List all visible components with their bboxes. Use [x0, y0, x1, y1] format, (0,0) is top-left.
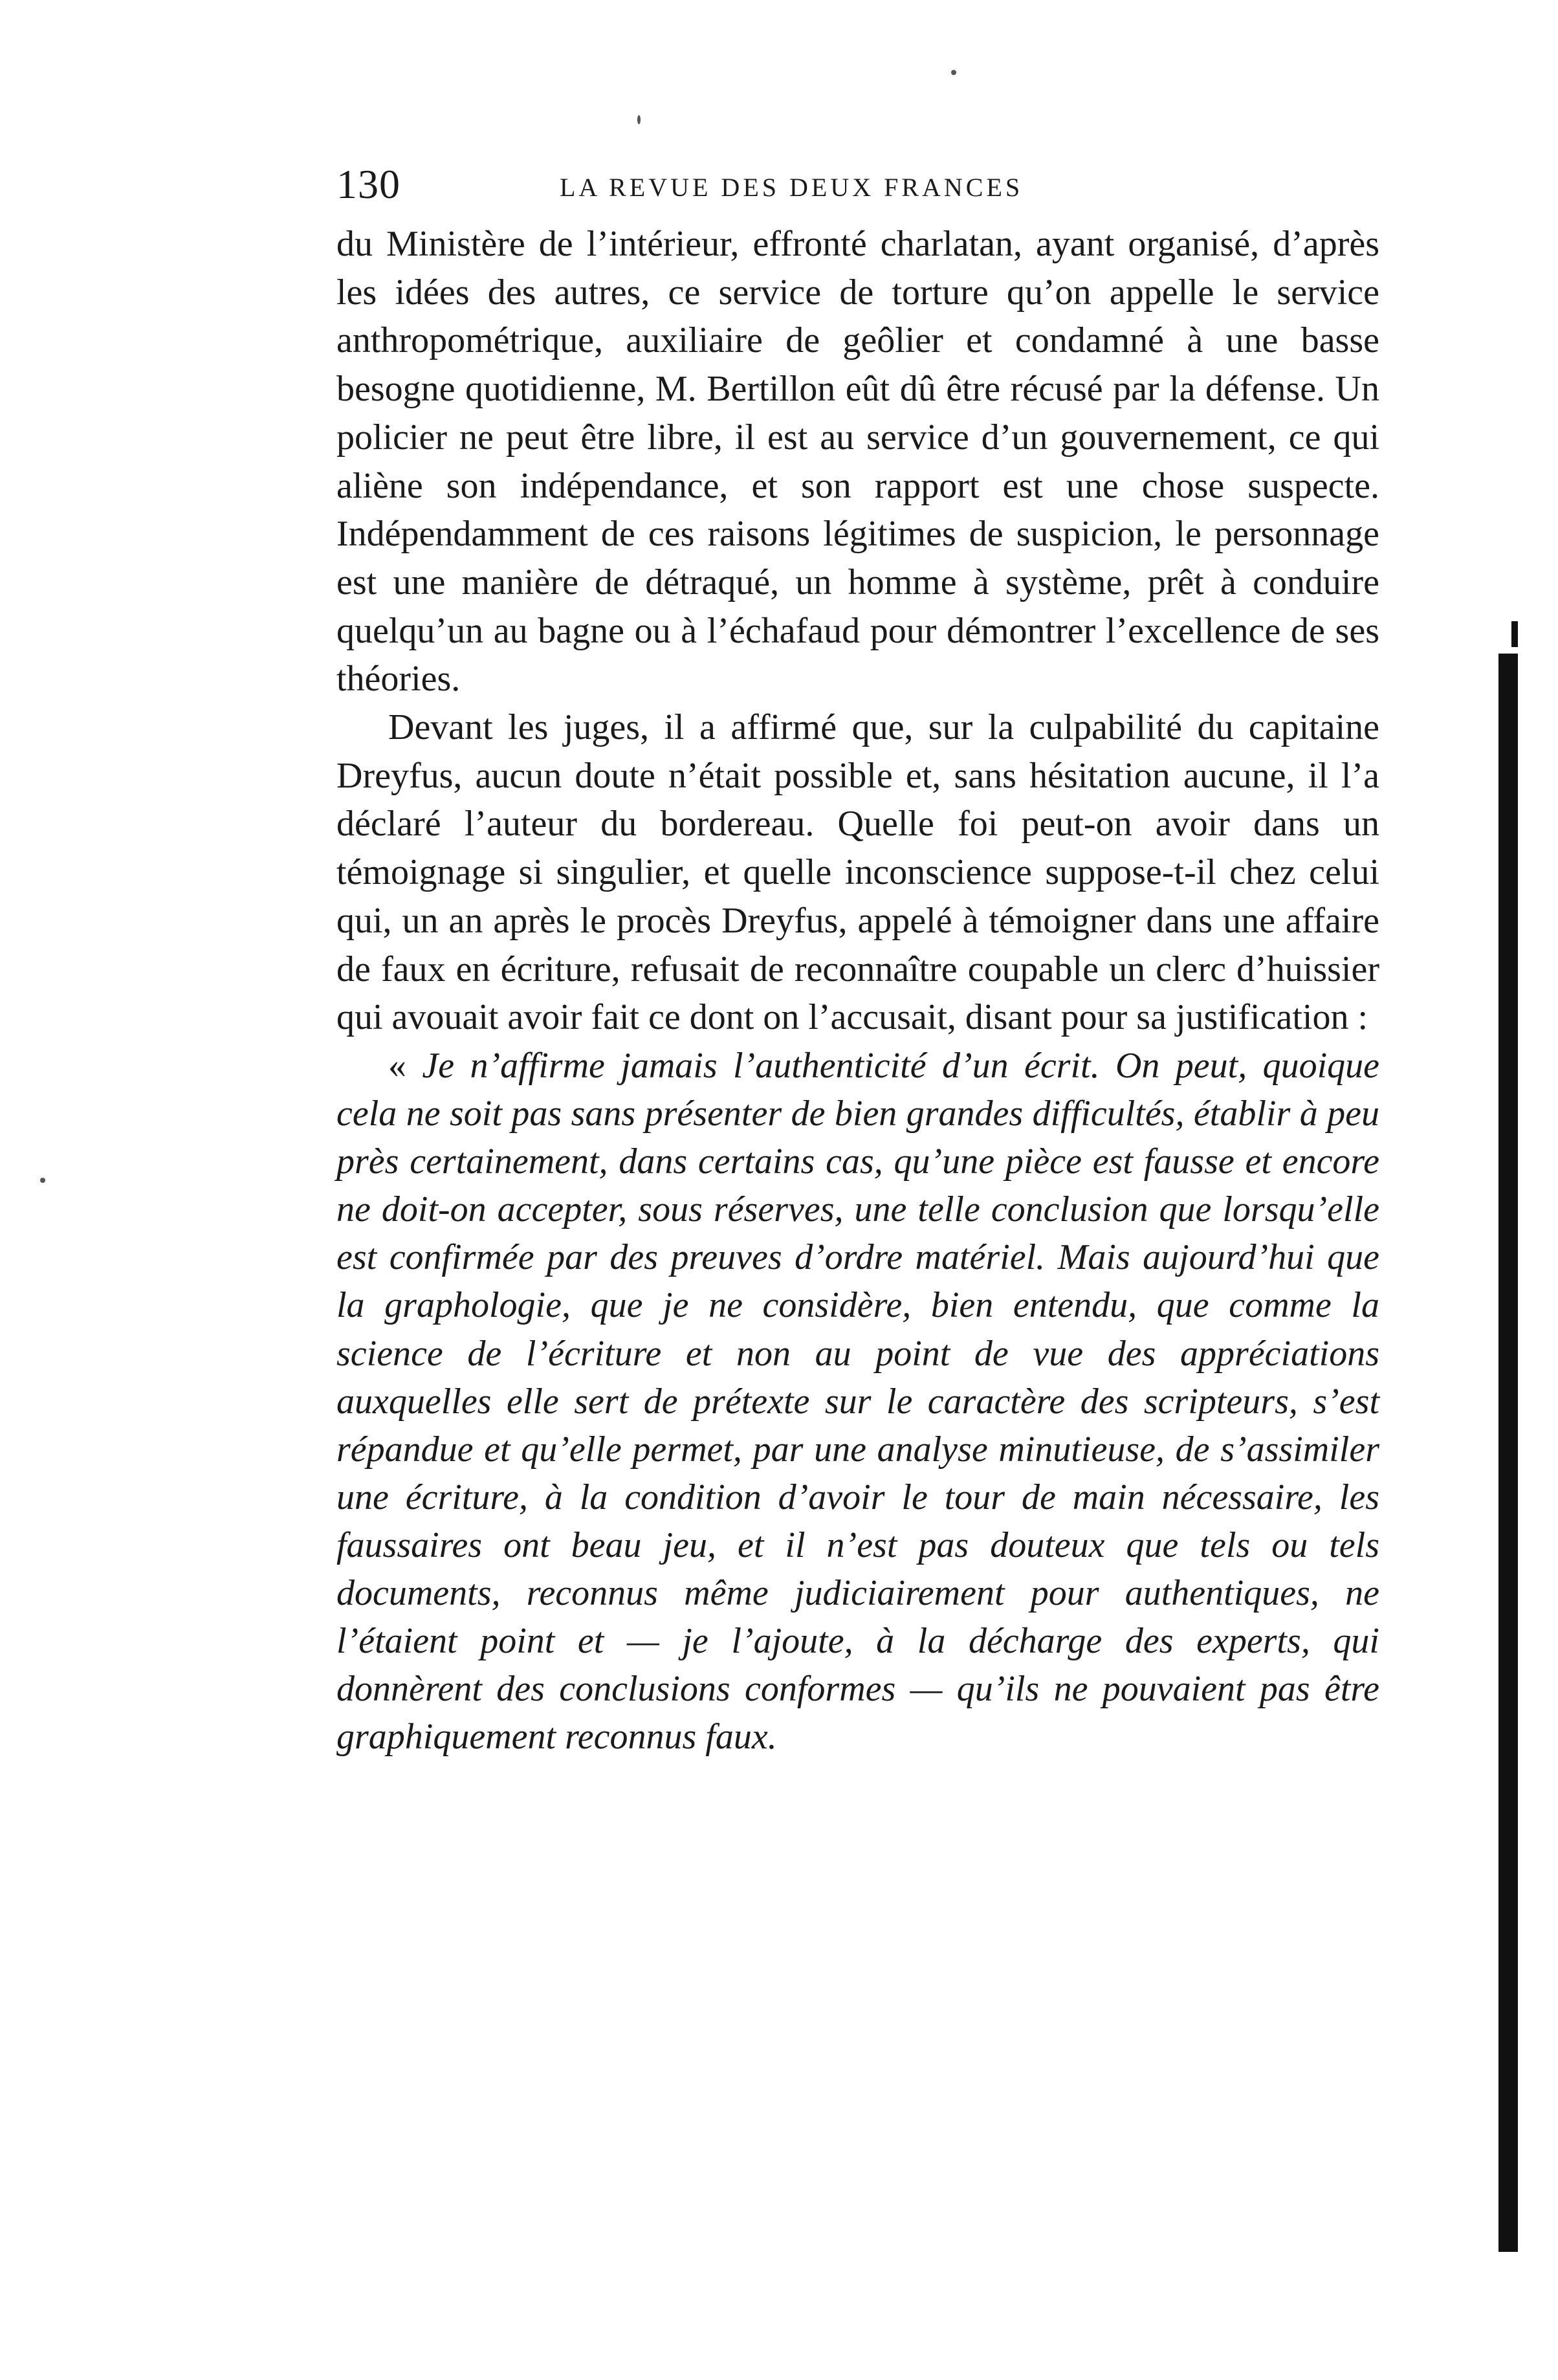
scan-edge-shadow: [1498, 654, 1518, 2252]
running-title: LA REVUE DES DEUX FRANCES: [560, 173, 1024, 202]
quote-text: Je n’affirme jamais l’authenticité d’un écrit. On peut, quoique cela ne soit pas sans présenter de bien grandes difficultés, établir à peu près certainement, dans certains cas, qu’une pièce est fausse et encore ne doit-on accepter, sous réserves, une telle conclusion que lorsqu’elle est confirmée par des preuves d’ordre matériel. Mais aujourd’hui que la graphologie, que je ne considère, bien entendu, que comme la science de l’écriture et non au point de vue des appréciations auxquelles elle sert de prétexte sur le caractère des scripteurs, s’est répandue et qu’elle permet, par une analyse minutieuse, de s’assimiler une écriture, à la condition d’avoir le tour de main nécessaire, les faussaires ont beau jeu, et il n’est pas douteux que tels ou tels documents, reconnus même judiciairement pour authentiques, ne l’étaient point et — je l’ajoute, à la décharge des experts, qui donnèrent des conclusions conformes — qu’ils ne pouvaient pas être graphiquement reconnus faux.: [336, 1045, 1380, 1757]
page-number: 130: [336, 161, 400, 207]
scan-speck: [40, 1178, 45, 1183]
scan-edge-mark: [1511, 621, 1518, 647]
body-text: [336, 220, 1379, 1761]
scan-speck: [637, 115, 641, 124]
block-quote: [336, 1042, 1379, 1761]
paragraph-devant-les-juges: Devant les juges, il a affirmé que, sur la culpabilité du capitaine Dreyfus, aucun doute n’était possible et, sans hésitation aucune, il l’a déclaré l’auteur du bordereau. Quelle foi peut-on avoir dans un témoignage si singulier, et quelle inconscience suppose-t-il chez celui qui, un an après le procès Dreyfus, appelé à témoigner dans une affaire de faux en écriture, refusait de reconnaître coupable un clerc d’huissier qui avouait avoir fait ce dont on l’accusait, disant pour sa justification :: [336, 707, 1379, 1038]
quote-open-mark: «: [388, 1045, 406, 1086]
scan-speck: [951, 70, 956, 75]
page-header: [336, 160, 1126, 212]
paragraph-continued: du Ministère de l’intérieur, effronté charlatan, ayant organisé, d’après les idées des autres, ce service de torture qu’on appelle le service anthropométrique, auxiliaire de geôlier et condamné à une basse besogne quotidienne, M. Bertillon eût dû être récusé par la défense. Un policier ne peut être libre, il est au service d’un gouvernement, ce qui aliène son indépendance, et son rapport est une chose suspecte. Indépendamment de ces raisons légitimes de suspicion, le personnage est une manière de détraqué, un homme à système, prêt à conduire quelqu’un au bagne ou à l’échafaud pour démontrer l’excellence de ses théories.: [336, 224, 1379, 700]
